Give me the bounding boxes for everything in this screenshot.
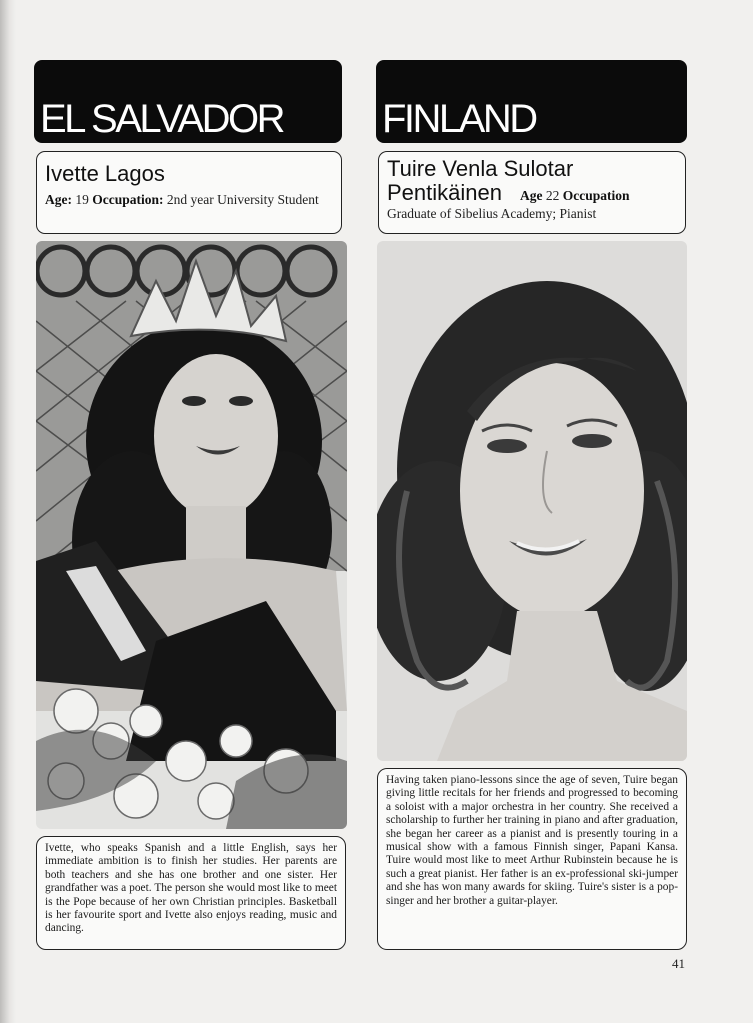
book-spine-shadow	[0, 0, 16, 1023]
age-value: 22	[545, 188, 560, 203]
contestant-name-line-1: Tuire Venla Sulotar	[387, 156, 574, 181]
age-label: Age	[519, 188, 543, 203]
occupation-label: Occupation:	[92, 192, 164, 207]
contestant-name-line-2: Pentikäinen	[387, 180, 502, 205]
contestant-info-box-finland	[378, 151, 686, 234]
bio-box-finland	[377, 768, 687, 950]
name-and-age-line	[387, 181, 677, 205]
bio-text: Ivette, who speaks Spanish and a little English, says her immediate ambition is to finish her studies. Her parents are both teachers and she has one brother and one sister. Her grandfather was a poet. The person she would most like to meet is the Pope because of her own Christian principles. Basketball is her favourite sport and Ivette also enjoys reading, music and dancing.	[45, 842, 337, 935]
bio-box-el-salvador	[36, 836, 346, 950]
age-occupation-labels	[520, 188, 630, 203]
age-value: 19	[75, 192, 89, 207]
occupation-value: 2nd year University Student	[166, 192, 319, 207]
contestant-name: Ivette Lagos	[45, 161, 165, 186]
portrait-photo-el-salvador	[36, 241, 347, 829]
occupation-label: Occupation	[562, 188, 630, 203]
country-title: EL SALVADOR	[40, 97, 283, 141]
country-banner-finland	[376, 60, 687, 143]
portrait-photo-finland	[377, 241, 687, 761]
country-title: FINLAND	[382, 97, 536, 141]
page-number: 41	[672, 956, 685, 971]
occupation-value: Graduate of Sibelius Academy; Pianist	[387, 206, 597, 221]
bio-text: Having taken piano-lessons since the age of seven, Tuire began giving little recitals for her friends and progressed to becoming a soloist with a major orchestra in her country. She received a scholarship to further her training in piano and after graduation, she began her career as a pianist and is presently touring in a musical show with a famous Finnish singer, Papani Kansa. Tuire would most like to meet Arthur Rubinstein because he is such a great pianist. Her father is an ex-professional ski-jumper and she has won many awards for skiing. Tuire's sister is a pop-singer and her brother a guitar-player.	[386, 774, 678, 907]
age-label: Age:	[45, 192, 72, 207]
contestant-info-box-el-salvador	[36, 151, 342, 234]
country-banner-el-salvador	[34, 60, 342, 143]
contestant-details	[45, 192, 333, 208]
